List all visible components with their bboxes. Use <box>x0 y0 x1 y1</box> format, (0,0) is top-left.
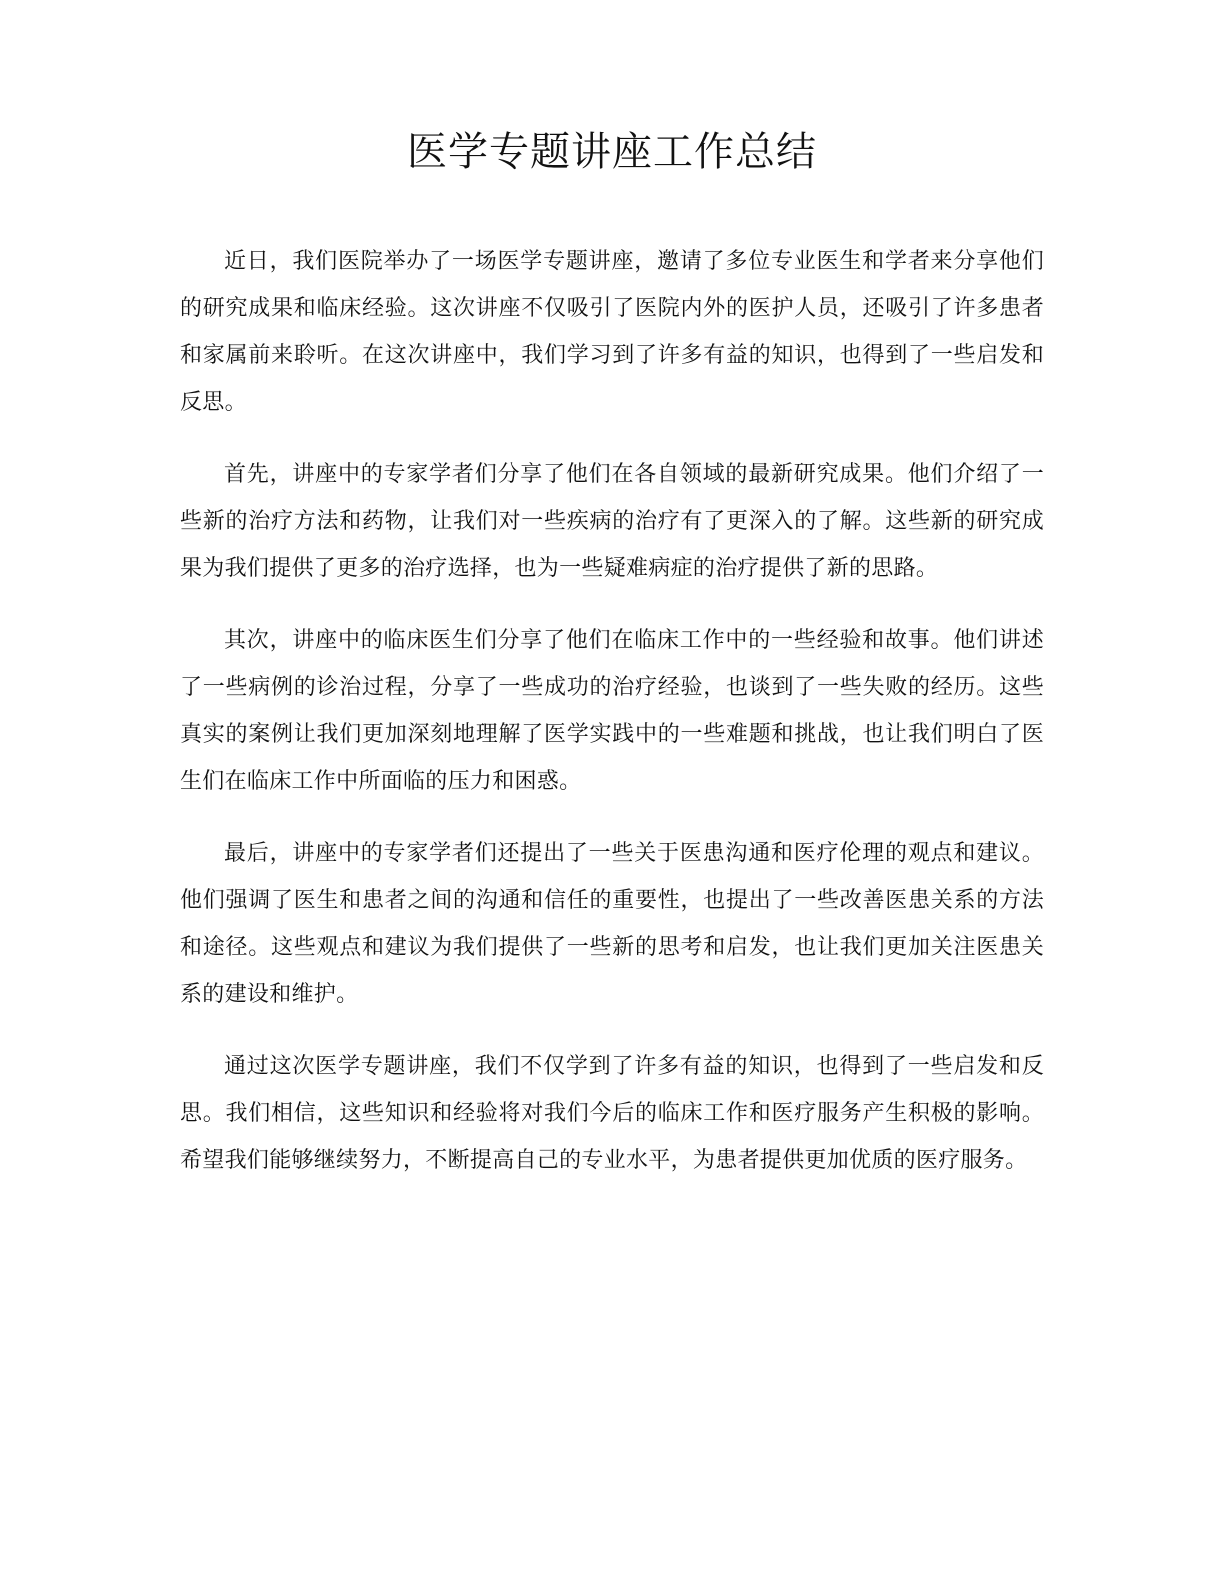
document-title: 医学专题讲座工作总结 <box>407 129 817 175</box>
paragraph-research: 首先，讲座中的专家学者们分享了他们在各自领域的最新研究成果。他们介绍了一些新的治疗方法和药物，让我们对一些疾病的治疗有了更深入的了解。这些新的研究成果为我们提供了更多的治疗选择，也为一些疑难病症的治疗提供了新的思路。 <box>180 462 1044 581</box>
paragraph-clinical: 其次，讲座中的临床医生们分享了他们在临床工作中的一些经验和故事。他们讲述了一些病例的诊治过程，分享了一些成功的治疗经验，也谈到了一些失败的经历。这些真实的案例让我们更加深刻地理解了医学实践中的一些难题和挑战，也让我们明白了医生们在临床工作中所面临的压力和困惑。 <box>180 628 1044 794</box>
document-body <box>180 238 1044 1209</box>
paragraph-intro: 近日，我们医院举办了一场医学专题讲座，邀请了多位专业医生和学者来分享他们的研究成果和临床经验。这次讲座不仅吸引了医院内外的医护人员，还吸引了许多患者和家属前来聆听。在这次讲座中，我们学习到了许多有益的知识，也得到了一些启发和反思。 <box>180 249 1044 415</box>
paragraph-conclusion: 通过这次医学专题讲座，我们不仅学到了许多有益的知识，也得到了一些启发和反思。我们相信，这些知识和经验将对我们今后的临床工作和医疗服务产生积极的影响。希望我们能够继续努力，不断提高自己的专业水平，为患者提供更加优质的医疗服务。 <box>180 1054 1044 1173</box>
paragraph-communication: 最后，讲座中的专家学者们还提出了一些关于医患沟通和医疗伦理的观点和建议。他们强调了医生和患者之间的沟通和信任的重要性，也提出了一些改善医患关系的方法和途径。这些观点和建议为我们提供了一些新的思考和启发，也让我们更加关注医患关系的建设和维护。 <box>180 841 1044 1007</box>
